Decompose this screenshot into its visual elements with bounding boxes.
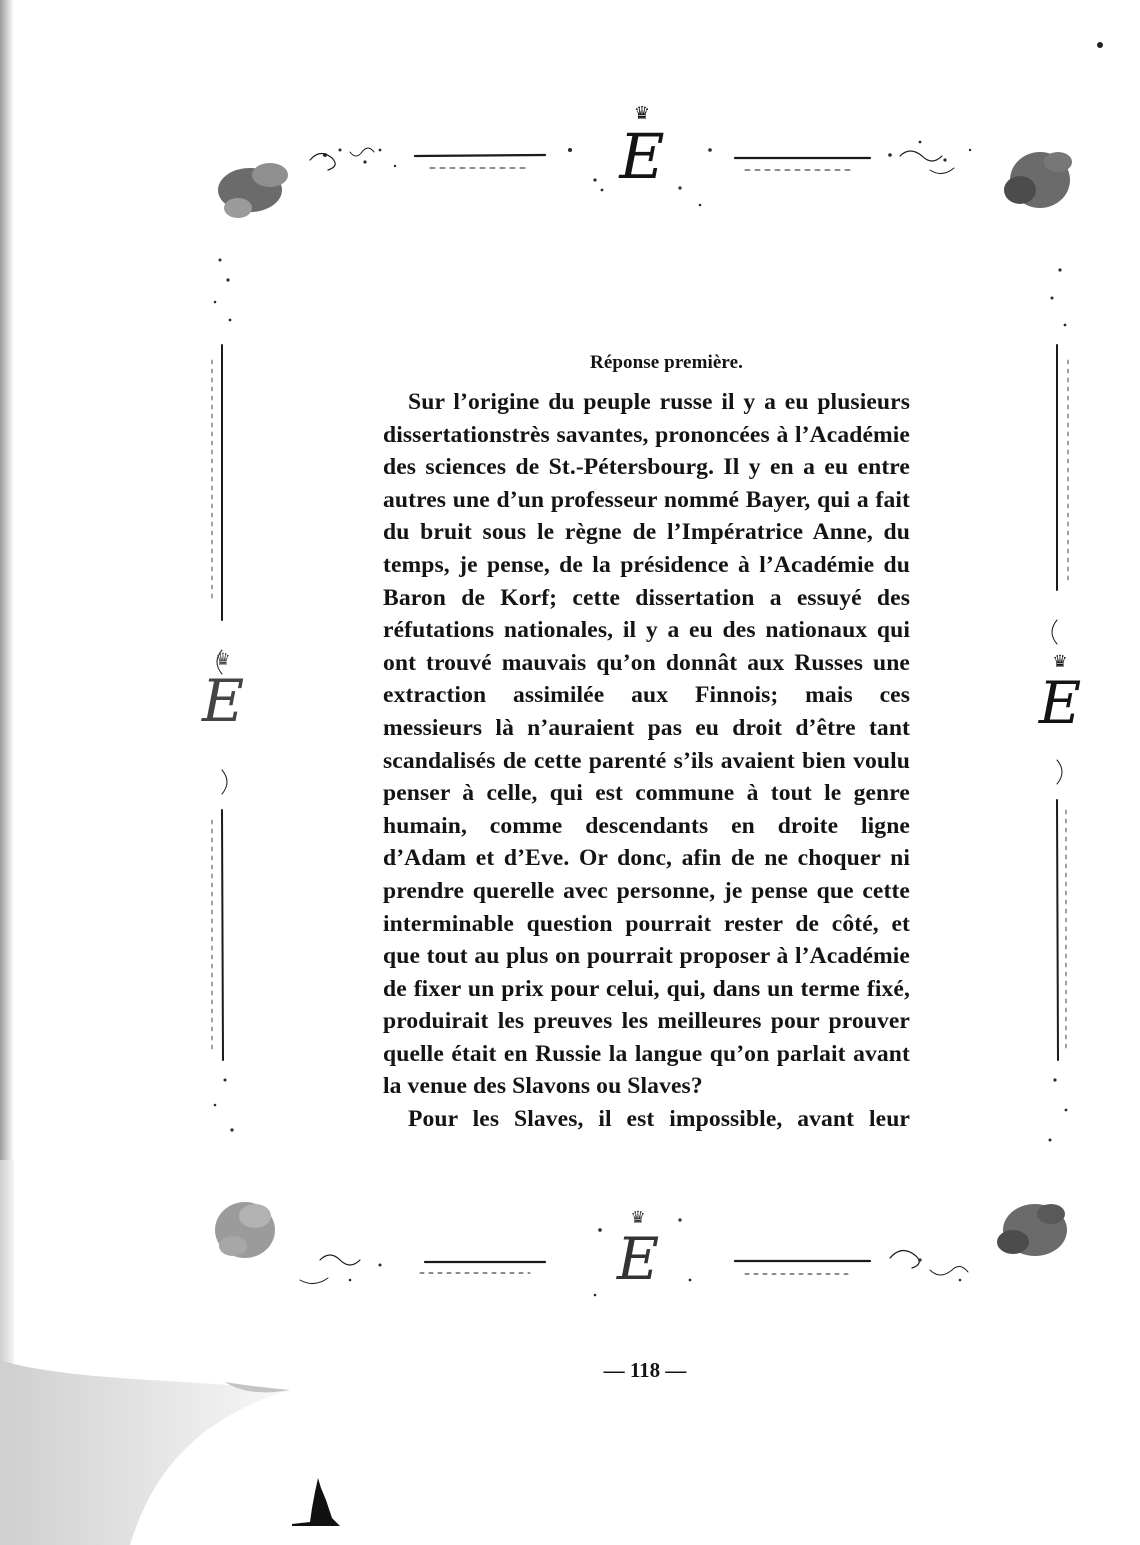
page-fold-shadow xyxy=(0,1360,300,1545)
monogram-icon: Е xyxy=(201,667,245,735)
monogram-bottom xyxy=(608,1208,668,1308)
monogram-top xyxy=(612,104,672,204)
monogram-right xyxy=(1030,652,1090,752)
monogram-icon: Е xyxy=(619,120,665,193)
floral-ornament-icon xyxy=(218,163,288,218)
floral-ornament-icon xyxy=(1004,152,1072,208)
scan-edge-shadow xyxy=(0,0,14,1160)
section-heading: Réponse première. xyxy=(590,352,743,373)
monogram-icon: Е xyxy=(1038,669,1082,737)
crown-icon: ♛ xyxy=(215,650,231,670)
monogram-icon: Е xyxy=(616,1225,660,1293)
bookmark-mark xyxy=(288,1478,344,1528)
paragraph: Sur l’origine du peuple russe il y a eu plusieurs dissertationstrès savantes, prononcées à l’Académie des sciences de St.-Pétersbourg. Il y en a eu entre autres une d’un professeur nommé Bayer, qui a fait du bruit sous le règne de l’Impératrice Anne, du temps, je pense, de la présidence à l’Académie du Baron de Korf; cette dissertation a essuyé des réfutations nationales, il y a eu des nationaux qui ont trouvé mauvais qu’on donnât aux Russes une extraction assimilée aux Finnois; mais ces messieurs là n’auraient pas eu droit d’être tant scandalisés de cette parenté s’ils avaient bien voulu penser à celle, qui est commune à tout le genre humain, comme descendants en droite ligne d’Adam et d’Eve. Or donc, afin de ne choquer ni prendre querelle avec personne, je pense que cette interminable question pourrait rester de côté, et que tout au plus on pourrait proposer à l’Académie de fixer un prix pour celui, qui, dans un terme fixé, produirait les preuves les meilleures pour prouver quelle était en Russie la langue qu’on parlait avant la venue des Slavons ou Slaves? xyxy=(383,389,910,1100)
paragraph: Pour les Slaves, il est impossible, avant leur xyxy=(408,1106,910,1133)
crown-icon: ♛ xyxy=(633,103,651,124)
floral-ornament-icon xyxy=(997,1204,1067,1256)
ink-dot xyxy=(1097,42,1103,48)
monogram-left xyxy=(193,650,253,750)
crown-icon: ♛ xyxy=(1052,652,1068,672)
page-number: — 118 — xyxy=(603,1358,687,1382)
crown-icon: ♛ xyxy=(630,1208,646,1228)
floral-ornament-icon xyxy=(215,1202,275,1258)
page-body xyxy=(383,350,910,1136)
